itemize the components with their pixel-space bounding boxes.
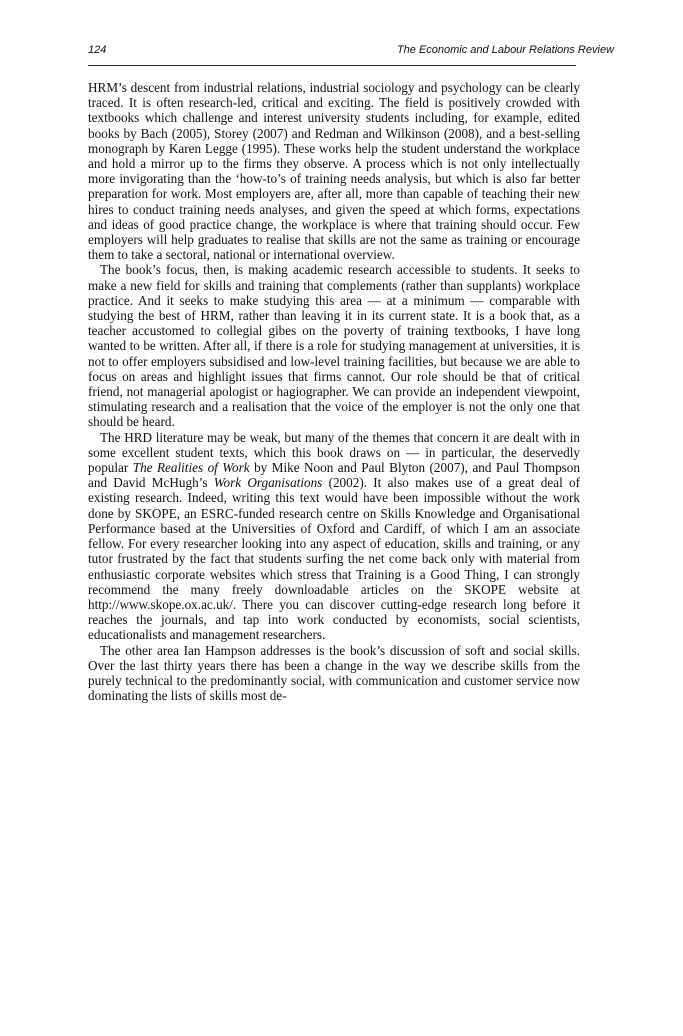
header-rule: [88, 65, 576, 66]
page-number: 124: [88, 44, 107, 56]
paragraph-3-part-c: (2002). It also makes use of a great deal of existing research. Indeed, writing this text would have been impossible without the work done by SKOPE, an ESRC-funded research centre on Skills Knowledge and Organisational Performance based at the Universities of Oxford and Cardiff, of which I am an associate fellow. For every researcher looking into any aspect of education, skills and training, or any tutor frustrated by the fact that students surfing the net come back only with material from enthusiastic corporate websites which stress that Training is a Good Thing, I can strongly recommend the many freely downloadable articles on the SKOPE website at http://www.skope.ox.ac.uk/. There you can discover cutting-edge research long before it reaches the journals, and tap into work conducted by economists, social scientists, educationalists and management researchers.: [88, 475, 581, 643]
paragraph-4: The other area Ian Hampson addresses is the book’s discussion of soft and social skills. Over the last thirty years there has been a change in the way we describe skills from the purely technical to the predominantly social, with communication and customer service now dominating the lists of skills most de-: [88, 642, 580, 704]
paragraph-2: The book’s focus, then, is making academic research accessible to students. It seeks to make a new field for skills and training that complements (rather than supplants) workplace practice. And it seeks to make studying this area — at a minimum — comparable with studying the best of HRM, rather than leaving it in its current state. It is a book that, as a teacher accustomed to collegial gibes on the poverty of training textbooks, I have long wanted to be written. After all, if there is a role for studying management at universities, it is not to offer employers subsidised and low-level training facilities, but because we are able to focus on areas and highlight issues that firms cannot. Our role should be that of critical friend, not managerial apologist or hagiographer. We can provide an independent viewpoint, stimulating research and a realisation that the voice of the employer is not the only one that should be heard.: [88, 262, 580, 430]
journal-title: The Economic and Labour Relations Review: [396, 44, 614, 56]
book-title-realities-of-work: The Realities of Work: [132, 460, 250, 476]
book-title-work-organisations: Work Organisations: [213, 475, 323, 491]
paragraph-3: [88, 430, 580, 643]
paragraph-3-part-b: by Mike Noon and Paul Blyton (2007), and Paul Thompson and David McHugh’s: [88, 460, 580, 491]
paragraph-3-part-a: The HRD literature may be weak, but many of the themes that concern it are dealt with in some excellent student texts, which this book draws on — in particular, the deservedly popular: [88, 429, 580, 476]
body-text: [88, 80, 580, 703]
paragraph-1: HRM’s descent from industrial relations, industrial sociology and psychology can be clearly traced. It is often research-led, critical and exciting. The field is positively crowded with textbooks which challenge and interest university students including, for example, edited books by Bach (2005), Storey (2007) and Redman and Wilkinson (2008), and a best-selling monograph by Karen Legge (1995). These works help the student understand the workplace and hold a mirror up to the firms they observe. A process which is not only intellectually more invigorating than the ‘how-to’s of training needs analysis, but which is also far better preparation for work. Most employers are, after all, more than capable of teaching their new hires to conduct training needs analyses, and given the speed at which forms, expectations and ideas of good practice change, the workplace is where that training should occur. Few employers will help graduates to realise that skills are not the same as training or encourage them to take a sectoral, national or international overview.: [88, 80, 580, 263]
running-header: [88, 42, 614, 60]
